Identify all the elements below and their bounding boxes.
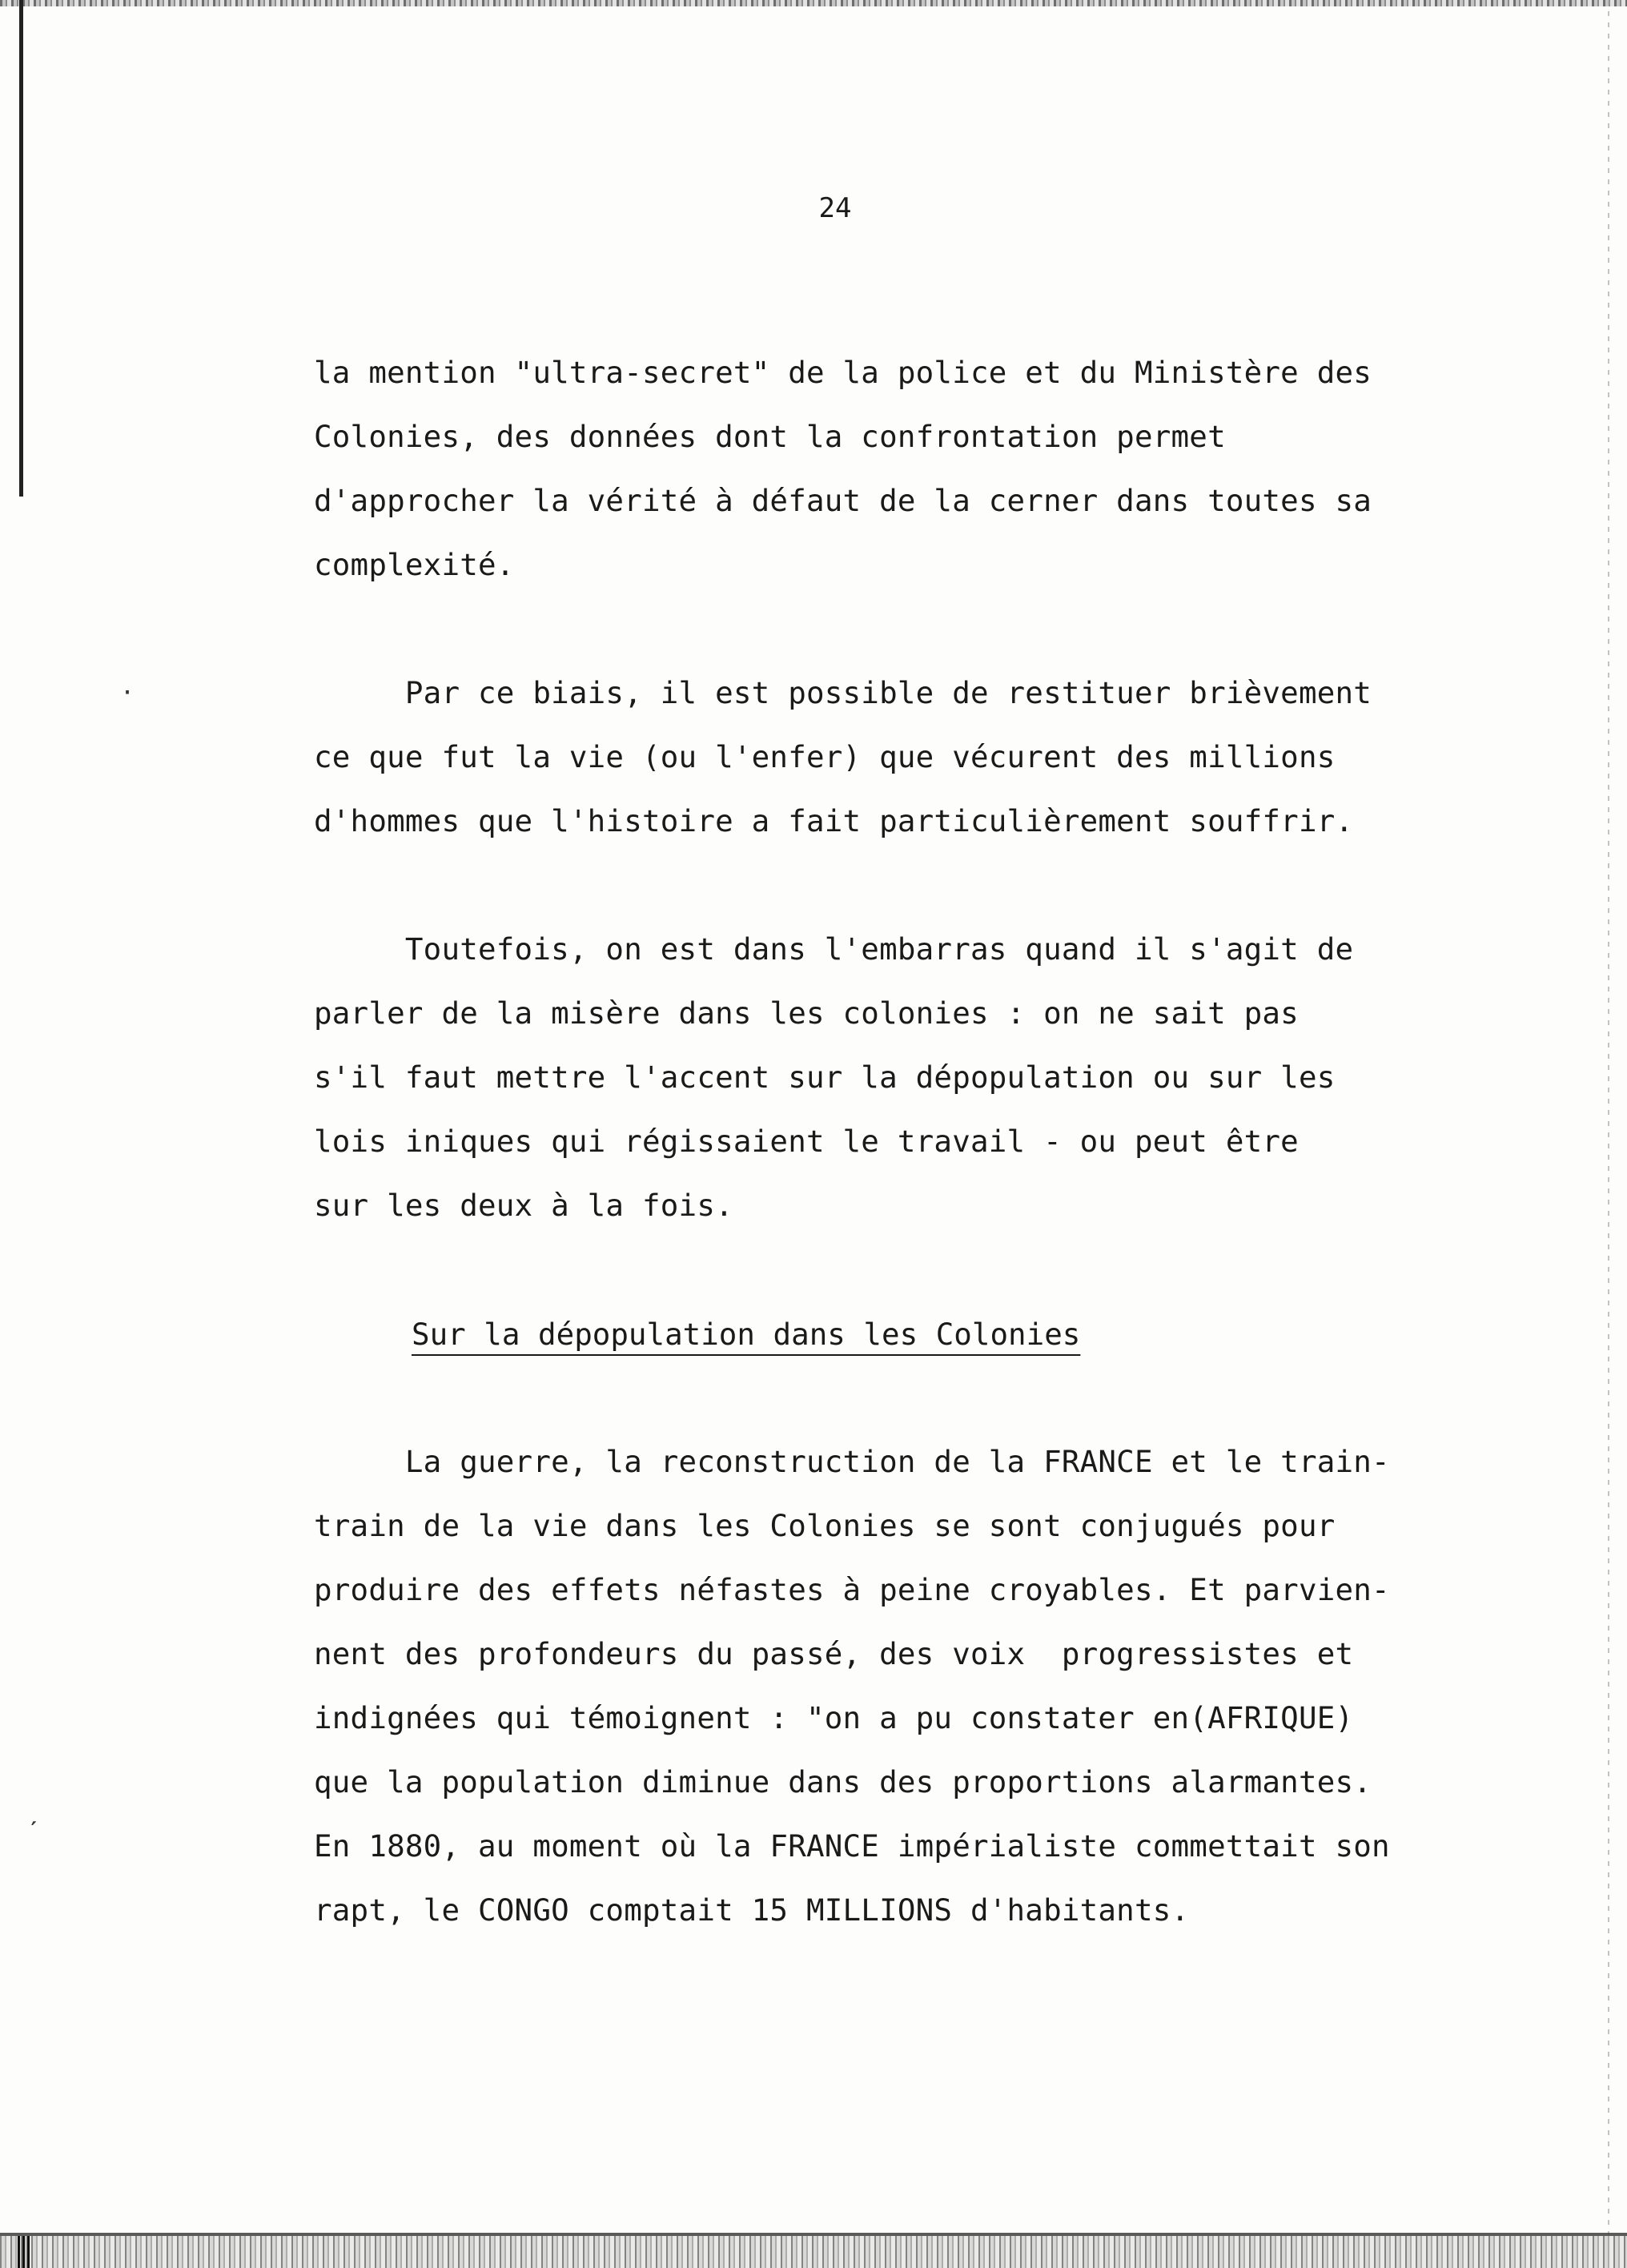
- text-line: parler de la misère dans les colonies : on ne sait pas: [314, 995, 1299, 1031]
- scan-speck: ·: [120, 679, 135, 707]
- text-line: sur les deux à la fois.: [314, 1188, 733, 1223]
- text-line: complexité.: [314, 547, 515, 582]
- scan-speck: ˊ: [26, 1816, 42, 1848]
- text-line: Colonies, des données dont la confrontation permet: [314, 419, 1226, 454]
- text-line: d'approcher la vérité à défaut de la cerner dans toutes sa: [314, 483, 1372, 518]
- text-line: ce que fut la vie (ou l'enfer) que vécurent des millions: [314, 739, 1336, 774]
- section-heading: Sur la dépopulation dans les Colonies: [412, 1317, 1081, 1352]
- text-line: Par ce biais, il est possible de restituer brièvement: [314, 675, 1372, 710]
- page-number: 24: [818, 192, 852, 224]
- text-line: train de la vie dans les Colonies se sont conjugués pour: [314, 1508, 1336, 1543]
- text-line: que la population diminue dans des proportions alarmantes.: [314, 1764, 1372, 1800]
- text-line: lois iniques qui régissaient le travail - ou peut être: [314, 1124, 1299, 1159]
- text-line: s'il faut mettre l'accent sur la dépopulation ou sur les: [314, 1060, 1336, 1095]
- text-line: rapt, le CONGO comptait 15 MILLIONS d'habitants.: [314, 1892, 1190, 1928]
- text-line: la mention "ultra-secret" de la police et du Ministère des: [314, 355, 1372, 390]
- text-line: indignées qui témoignent : "on a pu constater en(AFRIQUE): [314, 1700, 1354, 1735]
- text-line: Toutefois, on est dans l'embarras quand il s'agit de: [314, 931, 1354, 967]
- scan-edge-bottom: [0, 2233, 1627, 2268]
- text-line: produire des effets néfastes à peine croyables. Et parvien-: [314, 1572, 1390, 1607]
- scan-edge-bottom-left: [18, 2236, 30, 2268]
- text-line: La guerre, la reconstruction de la FRANCE et le train-: [314, 1444, 1390, 1479]
- scan-edge-top: [0, 0, 1627, 6]
- text-line: En 1880, au moment où la FRANCE impérialiste commettait son: [314, 1828, 1390, 1864]
- text-line: d'hommes que l'histoire a fait particulièrement souffrir.: [314, 803, 1354, 838]
- text-line: nent des profondeurs du passé, des voix progressistes et: [314, 1636, 1354, 1671]
- scan-edge-right: [1608, 0, 1609, 2234]
- scan-edge-left: [19, 0, 23, 497]
